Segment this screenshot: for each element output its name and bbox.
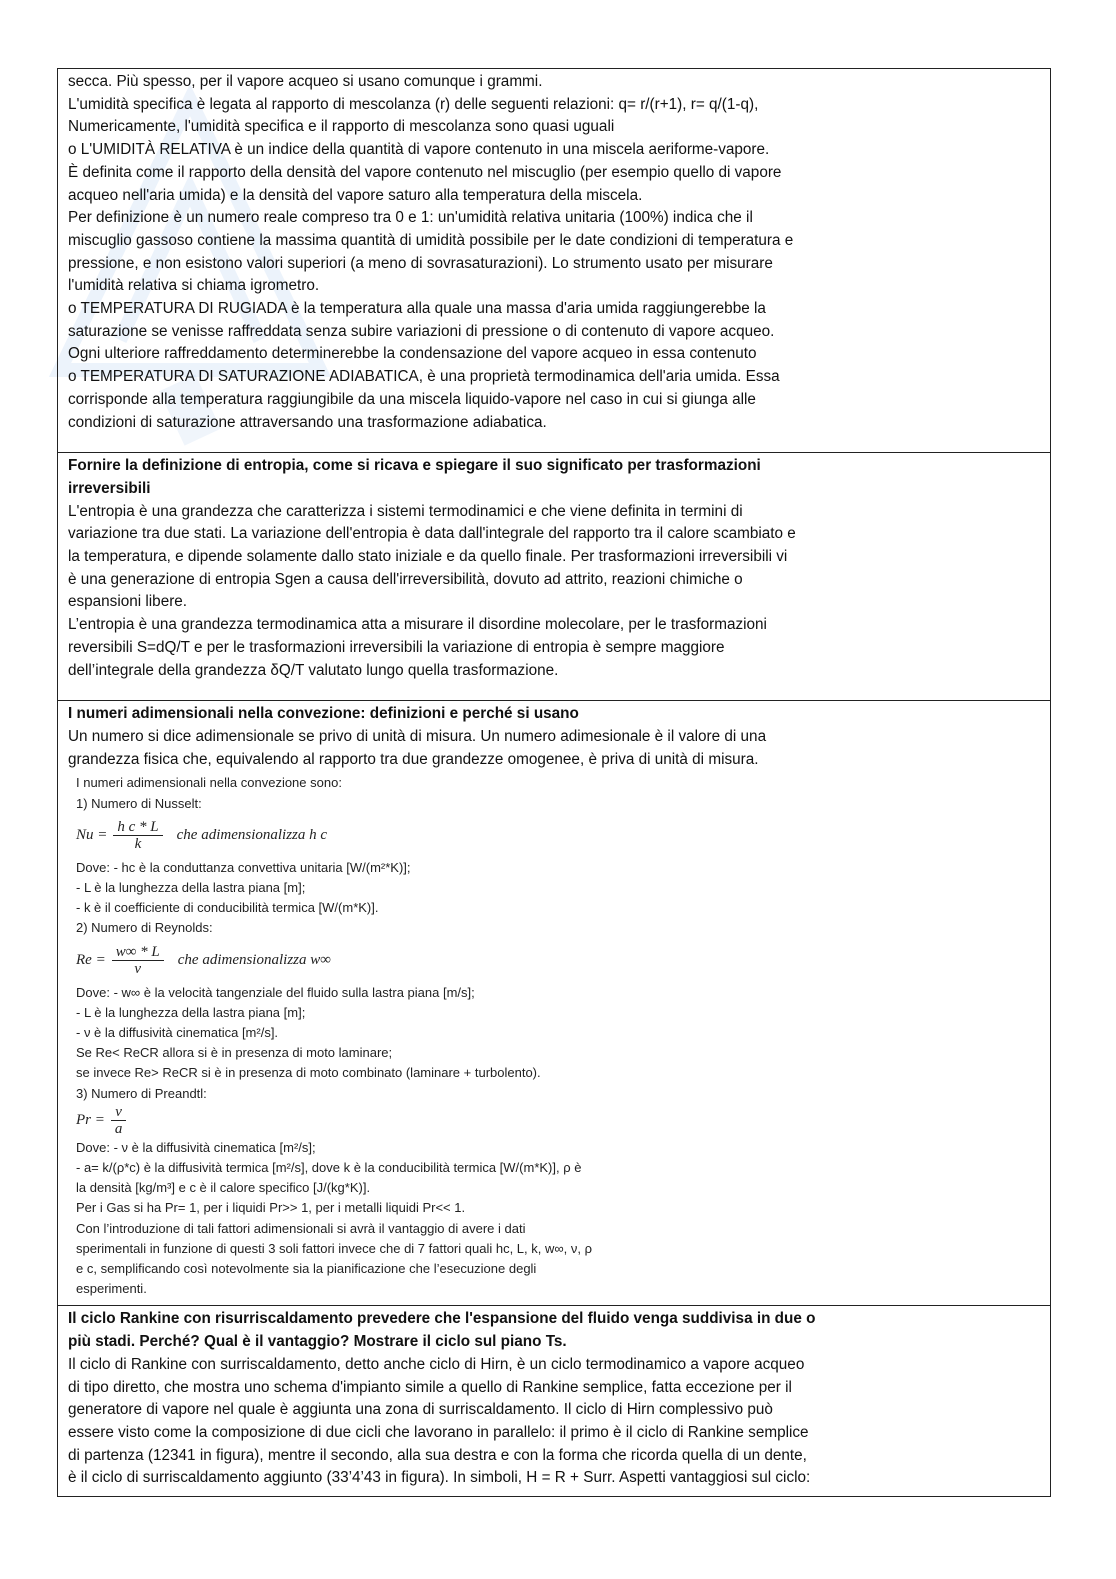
- formula-note: che adimensionalizza w∞: [177, 952, 331, 969]
- paragraph-line: condizioni di saturazione attraversando una trasformazione adiabatica.: [68, 413, 547, 431]
- paragraph-line: è una generazione di entropia Sgen a causa dell'irreversibilità, dovuto ad attrito, reazioni chimiche o: [68, 570, 743, 588]
- paragraph-line: essere visto come la composizione di due cicli che lavorano in parallelo: il primo è il ciclo di Rankine semplice: [68, 1423, 809, 1441]
- humidity-cell: [58, 69, 1050, 453]
- entropy-cell: [58, 453, 1050, 701]
- denominator: ν: [134, 961, 142, 978]
- formula-lhs: Re =: [76, 952, 106, 969]
- paragraph-line: acqueo nell'aria umida) e la densità del vapore saturo alla temperatura della miscela.: [68, 186, 643, 204]
- denominator: k: [134, 836, 142, 853]
- scan-line: e c, semplificando così notevolmente sia la pianificazione che l’esecuzione degli: [76, 1261, 537, 1277]
- rankine-cycle-cell: [58, 1306, 1050, 1496]
- paragraph-line: o L'UMIDITÀ RELATIVA è un indice della quantità di vapore contenuto in una miscela aeriforme-vapore.: [68, 141, 770, 159]
- fraction: [113, 819, 162, 852]
- reynolds-title: 2) Numero di Reynolds:: [76, 920, 213, 936]
- question-heading: irreversibili: [68, 479, 151, 497]
- scan-line: sperimentali in funzione di questi 3 soli fattori invece che di 7 fattori quali hc, L, k, w∞, ν, ρ: [76, 1240, 592, 1256]
- dimensionless-numbers-cell: [58, 701, 1050, 1306]
- paragraph-line: L'entropia è una grandezza che caratterizza i sistemi termodinamici e che viene definita in termini di: [68, 502, 743, 520]
- paragraph-line: pressione, e non esistono valori superiori (a meno di sovrasaturazioni). Lo strumento usato per misurare: [68, 254, 773, 272]
- paragraph-line: saturazione se venisse raffreddata senza subire variazioni di pressione o di contenuto di vapore acqueo.: [68, 322, 775, 340]
- paragraph-line: Numericamente, l'umidità specifica e il rapporto di mescolanza sono quasi uguali: [68, 118, 615, 136]
- paragraph-line: Ogni ulteriore raffreddamento determinerebbe la condensazione del vapore acqueo in essa contenuto: [68, 345, 757, 363]
- fraction: [111, 1104, 127, 1137]
- paragraph-line: Un numero si dice adimensionale se privo di unità di misura. Un numero adimesionale è il valore di una: [68, 727, 767, 745]
- paragraph-line: o TEMPERATURA DI SATURAZIONE ADIABATICA, è una proprietà termodinamica dell'aria umida. Essa: [68, 368, 780, 386]
- scan-line: I numeri adimensionali nella convezione sono:: [76, 775, 342, 791]
- scan-line: - L è la lunghezza della lastra piana [m];: [76, 1004, 306, 1020]
- fraction: [112, 944, 164, 977]
- paragraph-line: di partenza (12341 in figura), mentre il secondo, alla sua destra e con la forma che ricorda quella di un dente,: [68, 1446, 807, 1464]
- formula-lhs: Nu =: [76, 827, 108, 844]
- scan-line: - L è la lunghezza della lastra piana [m];: [76, 880, 306, 895]
- paragraph-line: è il ciclo di surriscaldamento aggiunto (33’4’43 in figura). In simboli, H = R + Surr. Aspetti vantaggiosi sul ciclo:: [68, 1469, 811, 1487]
- formula-lhs: Pr =: [76, 1112, 105, 1129]
- paragraph-line: dell’integrale della grandezza δQ/T valutato lungo quella trasformazione.: [68, 661, 559, 679]
- numerator: ν: [111, 1104, 126, 1121]
- scan-line: - k è il coefficiente di conducibilità termica [W/(m*K)].: [76, 900, 379, 916]
- scan-line: Dove: - ν è la diffusività cinematica [m²/s];: [76, 1139, 316, 1155]
- prandtl-formula: [76, 1104, 1040, 1138]
- paragraph-line: reversibili S=dQ/T e per le trasformazioni irreversibili la variazione di entropia è sempre maggiore: [68, 638, 725, 656]
- prandtl-title: 3) Numero di Preandtl:: [76, 1085, 207, 1101]
- scan-line: Se Re< ReCR allora si è in presenza di moto laminare;: [76, 1045, 393, 1061]
- paragraph-line: secca. Più spesso, per il vapore acqueo si usano comunque i grammi.: [68, 73, 543, 90]
- numerator: h c * L: [113, 819, 162, 836]
- nusselt-title: 1) Numero di Nusselt:: [76, 795, 202, 811]
- question-heading: Il ciclo Rankine con risurriscaldamento prevedere che l'espansione del fluido venga suddivisa in due o: [68, 1310, 816, 1328]
- paragraph-line: o TEMPERATURA DI RUGIADA è la temperatura alla quale una massa d'aria umida raggiungerebbe la: [68, 300, 766, 318]
- paragraph-line: corrisponde alla temperatura raggiungibile da una miscela liquido-vapore nel caso in cui si giunga alle: [68, 390, 756, 408]
- denominator: a: [114, 1121, 123, 1138]
- scan-line: la densità [kg/m³] e c è il calore specifico [J/(kg*K)].: [76, 1180, 371, 1196]
- scan-line: Dove: - hc è la conduttanza convettiva unitaria [W/(m²*K)];: [76, 859, 411, 875]
- embedded-scan: [68, 773, 1040, 1299]
- paragraph-line: variazione tra due stati. La variazione dell'entropia è data dall'integrale del rapporto tra il calore scambiato e: [68, 525, 796, 543]
- paragraph-line: Per definizione è un numero reale compreso tra 0 e 1: un'umidità relativa unitaria (100%) indica che il: [68, 209, 753, 227]
- paragraph-line: miscuglio gassoso contiene la massima quantità di umidità possibile per le date condizioni di temperatura e: [68, 231, 794, 249]
- scan-line: Per i Gas si ha Pr= 1, per i liquidi Pr>> 1, per i metalli liquidi Pr<< 1.: [76, 1200, 466, 1216]
- scan-line: esperimenti.: [76, 1281, 147, 1297]
- paragraph-line: l'umidità relativa si chiama igrometro.: [68, 277, 320, 295]
- reynolds-formula: [76, 939, 1040, 983]
- paragraph-line: Il ciclo di Rankine con surriscaldamento, detto anche ciclo di Hirn, è un ciclo termodinamico a vapore acqueo: [68, 1355, 805, 1373]
- paragraph-line: espansioni libere.: [68, 593, 188, 611]
- paragraph-line: L'umidità specifica è legata al rapporto di mescolanza (r) delle seguenti relazioni: q= r/(r+1), r= q/(1-q),: [68, 95, 759, 113]
- scan-line: Con l’introduzione di tali fattori adimensionali si avrà il vantaggio di avere i dati: [76, 1220, 526, 1236]
- content-table: [57, 68, 1051, 1497]
- paragraph-line: di tipo diretto, che mostra uno schema d'impianto simile a quello di Rankine semplice, fatta eccezione per il: [68, 1378, 792, 1396]
- paragraph-line: È definita come il rapporto della densità del vapore contenuto nel miscuglio (per esempio quello di vapore: [68, 163, 782, 181]
- scan-line: Dove: - w∞ è la velocità tangenziale del fluido sulla lastra piana [m/s];: [76, 984, 475, 1000]
- question-heading: I numeri adimensionali nella convezione: definizioni e perché si usano: [68, 705, 579, 723]
- scan-line: - ν è la diffusività cinematica [m²/s].: [76, 1025, 279, 1041]
- scan-line: se invece Re> ReCR si è in presenza di moto combinato (laminare + turbolento).: [76, 1065, 541, 1081]
- question-heading: Fornire la definizione di entropia, come si ricava e spiegare il suo significato per trasformazioni: [68, 457, 761, 475]
- scan-line: - a= k/(ρ*c) è la diffusività termica [m²/s], dove k è la conducibilità termica [W/(m*K)], ρ è: [76, 1160, 582, 1176]
- nusselt-formula: [76, 814, 1040, 858]
- numerator: w∞ * L: [112, 944, 164, 961]
- paragraph-line: L’entropia è una grandezza termodinamica atta a misurare il disordine molecolare, per le trasformazioni: [68, 616, 767, 634]
- paragraph-line: grandezza fisica che, equivalendo al rapporto tra due grandezze omogenee, è priva di unità di misura.: [68, 750, 759, 768]
- paragraph-line: la temperatura, e dipende solamente dallo stato iniziale e da quello finale. Per trasformazioni irreversibili vi: [68, 548, 788, 566]
- question-heading: più stadi. Perché? Qual è il vantaggio? Mostrare il ciclo sul piano Ts.: [68, 1333, 567, 1351]
- paragraph-line: generatore di vapore nel quale è aggiunta una zona di surriscaldamento. Il ciclo di Hirn complessivo può: [68, 1401, 773, 1419]
- formula-note: che adimensionalizza h c: [176, 827, 328, 844]
